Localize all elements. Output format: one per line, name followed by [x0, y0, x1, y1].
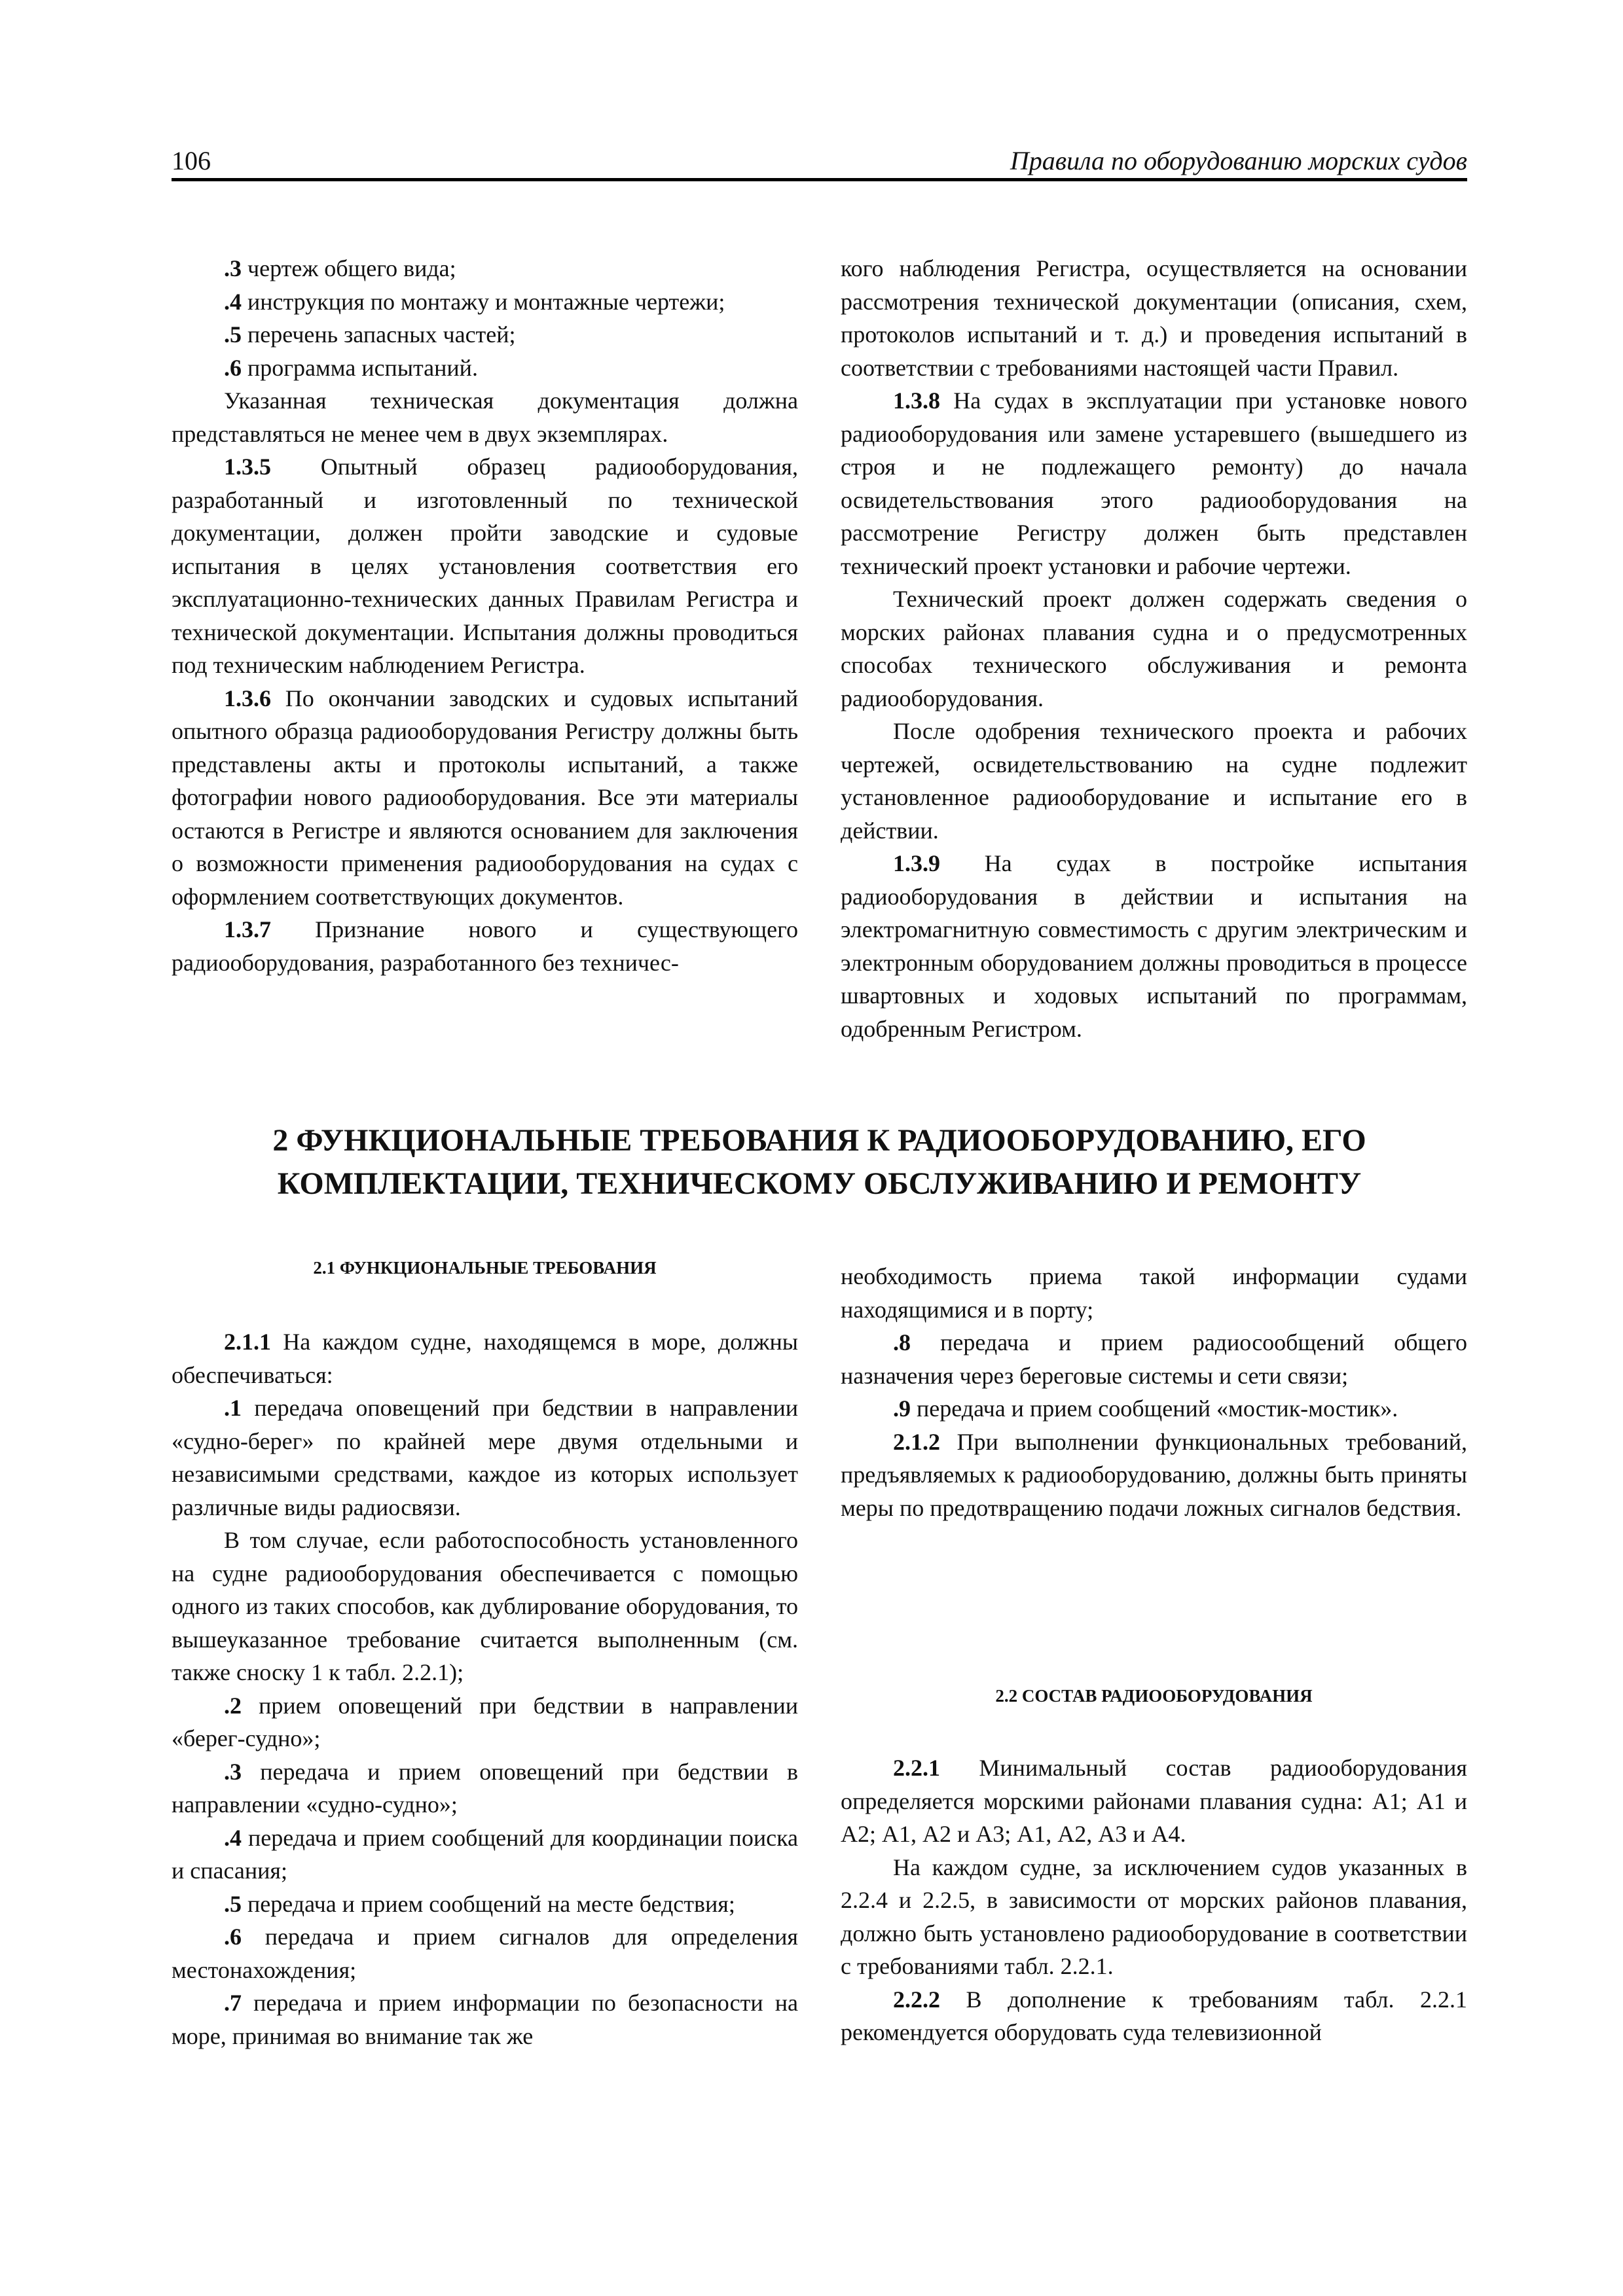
paragraph: [172, 1821, 798, 1888]
paragraph-text: передача и прием сообщений «мостик-мостик».: [911, 1395, 1398, 1422]
bottom-right-column-b: [841, 1751, 1467, 2049]
paragraph-text: На каждом судне, за исключением судов указанных в 2.2.4 и 2.2.5, в зависимости от морских районов плавания, должно быть установлено радиооборудование в соответствии с требованиями табл. 2.2.1.: [841, 1854, 1467, 1979]
paragraph-text: В дополнение к требованиям табл. 2.2.1 рекомендуется оборудовать суда телевизионной: [841, 1986, 1467, 2045]
paragraph: [841, 1260, 1467, 1326]
clause-number: .7: [224, 1990, 242, 2016]
top-right-column: [841, 252, 1467, 1045]
paragraph: [841, 1426, 1467, 1525]
paragraph: [172, 1524, 798, 1689]
paragraph: [172, 285, 798, 319]
clause-number: .2: [224, 1692, 242, 1719]
paragraph-text: Технический проект должен содержать сведения о морских районах плавания судна и о предусмотренных способах технического обслуживания и ремонта радиооборудования.: [841, 586, 1467, 711]
paragraph-text: В том случае, если работоспособность установленного на судне радиооборудования обеспечивается с помощью одного из таких способов, как дублирование оборудования, то вышеуказанное требование считается выполненным (см. также сноску 1 к табл. 2.2.1);: [172, 1527, 798, 1685]
paragraph-text: Минимальный состав радиооборудования определяется морскими районами плавания судна: А1; А1 и А2; А1, А2 и А3; А1, А2, А3 и А4.: [841, 1755, 1467, 1847]
bottom-right-column-a: [841, 1260, 1467, 1524]
paragraph: [841, 715, 1467, 847]
paragraph: [172, 1888, 798, 1921]
section-title-line-2: КОМПЛЕКТАЦИИ, ТЕХНИЧЕСКОМУ ОБСЛУЖИВАНИЮ И РЕМОНТУ: [277, 1166, 1362, 1201]
paragraph-text: инструкция по монтажу и монтажные чертежи;: [242, 288, 725, 315]
clause-number: 2.1.1: [224, 1329, 271, 1355]
paragraph: [172, 252, 798, 285]
paragraph: [172, 1920, 798, 1986]
header-rule: [172, 178, 1467, 181]
section-title: [172, 1119, 1467, 1206]
subsection-heading-2-2: 2.2 СОСТАВ РАДИООБОРУДОВАНИЯ: [995, 1686, 1313, 1706]
paragraph-text: чертеж общего вида;: [242, 255, 456, 281]
clause-number: .6: [224, 354, 242, 381]
paragraph: [841, 847, 1467, 1045]
paragraph-text: На судах в эксплуатации при установке нового радиооборудования или замене устаревшего (вышедшего из строя и не подлежащего ремонту) до начала освидетельствования этого радиооборудования на рассмотрение Регистру должен быть представлен технический проект установки и рабочие чертежи.: [841, 387, 1467, 579]
paragraph: [172, 351, 798, 385]
paragraph-text: При выполнении функциональных требований, предъявляемых к радиооборудованию, должны быть приняты меры по предотвращению подачи ложных сигналов бедствия.: [841, 1428, 1467, 1521]
running-title: Правила по оборудованию морских судов: [1010, 146, 1467, 175]
top-left-column: [172, 252, 798, 979]
paragraph: [841, 1326, 1467, 1392]
subsection-heading-2-1: 2.1 ФУНКЦИОНАЛЬНЫЕ ТРЕБОВАНИЯ: [313, 1258, 657, 1278]
paragraph-text: программа испытаний.: [242, 354, 478, 381]
paragraph-text: передача и прием сигналов для определения местонахождения;: [172, 1924, 798, 1983]
clause-number: .6: [224, 1924, 242, 1950]
paragraph-text: передача и прием сообщений на месте бедствия;: [242, 1890, 735, 1917]
paragraph-text: передача и прием оповещений при бедствии в направлении «судно-судно»;: [172, 1758, 798, 1818]
clause-number: 1.3.6: [224, 685, 271, 711]
paragraph-text: Опытный образец радиооборудования, разработанный и изготовленный по технической документации, должен пройти заводские и судовые испытания в целях установления соответствия его эксплуатационно-технических данных Правилам Регистра и технической документации. Испытания должны проводиться под техническим наблюдением Регистра.: [172, 454, 798, 678]
paragraph-text: передача и прием сообщений для координации поиска и спасания;: [172, 1824, 798, 1884]
paragraph: [841, 1851, 1467, 1983]
clause-number: .1: [224, 1395, 242, 1421]
paragraph: [172, 384, 798, 450]
paragraph-text: передача оповещений при бедствии в направлении «судно-берег» по крайней мере двумя отдельными и независимыми средствами, каждое из которых использует различные виды радиосвязи.: [172, 1395, 798, 1520]
paragraph-text: Признание нового и существующего радиооборудования, разработанного без техничес-: [172, 916, 798, 976]
paragraph: [172, 1391, 798, 1524]
clause-number: 1.3.8: [893, 387, 940, 414]
paragraph-text: На каждом судне, находящемся в море, должны обеспечиваться:: [172, 1329, 798, 1388]
clause-number: 1.3.5: [224, 454, 271, 480]
clause-number: .4: [224, 1824, 242, 1851]
paragraph: [172, 913, 798, 979]
clause-number: 2.2.1: [893, 1755, 940, 1781]
clause-number: 2.1.2: [893, 1428, 940, 1455]
clause-number: .3: [224, 255, 242, 281]
paragraph: [841, 1392, 1467, 1426]
paragraph-text: кого наблюдения Регистра, осуществляется на основании рассмотрения технической документации (описания, схем, протоколов испытаний и т. д.) и проведения испытаний в соответствии с требованиями настоящей части Правил.: [841, 255, 1467, 381]
paragraph: [172, 1689, 798, 1755]
paragraph: [841, 252, 1467, 384]
paragraph: [841, 583, 1467, 715]
bottom-left-column: [172, 1325, 798, 2053]
clause-number: .8: [893, 1329, 911, 1355]
clause-number: .9: [893, 1395, 911, 1422]
clause-number: .5: [224, 321, 242, 348]
paragraph: [172, 682, 798, 914]
clause-number: .5: [224, 1890, 242, 1917]
paragraph-text: Указанная техническая документация должна представляться не менее чем в двух экземплярах.: [172, 387, 798, 447]
paragraph-text: На судах в постройке испытания радиооборудования в действии и испытания на электромагнитную совместимость с другим электрическим и электронным оборудованием должны проводиться в процессе швартовных и ходовых испытаний по программам, одобренным Регистром.: [841, 850, 1467, 1042]
clause-number: .3: [224, 1758, 242, 1785]
paragraph-text: перечень запасных частей;: [242, 321, 516, 348]
paragraph-text: После одобрения технического проекта и рабочих чертежей, освидетельствованию на судне подлежит установленное радиооборудование и испытание его в действии.: [841, 718, 1467, 844]
paragraph: [841, 1751, 1467, 1851]
clause-number: 1.3.9: [893, 850, 940, 876]
paragraph-text: прием оповещений при бедствии в направлении «берег-судно»;: [172, 1692, 798, 1751]
paragraph: [172, 1755, 798, 1821]
paragraph-text: По окончании заводских и судовых испытаний опытного образца радиооборудования Регистру должны быть представлены акты и протоколы испытаний, а также фотографии нового радиооборудования. Все эти материалы остаются в Регистре и являются основанием для заключения о возможности применения радиооборудования на судах с оформлением соответствующих документов.: [172, 685, 798, 910]
paragraph-text: передача и прием информации по безопасности на море, принимая во внимание так же: [172, 1990, 798, 2049]
section-title-line-1: 2 ФУНКЦИОНАЛЬНЫЕ ТРЕБОВАНИЯ К РАДИООБОРУДОВАНИЮ, ЕГО: [272, 1123, 1366, 1158]
page-number: 106: [172, 146, 211, 175]
paragraph: [841, 1983, 1467, 2049]
paragraph-text: передача и прием радиосообщений общего назначения через береговые системы и сети связи;: [841, 1329, 1467, 1389]
paragraph: [172, 318, 798, 351]
paragraph: [172, 1325, 798, 1391]
clause-number: 2.2.2: [893, 1986, 940, 2013]
clause-number: 1.3.7: [224, 916, 271, 942]
paragraph: [172, 1986, 798, 2053]
clause-number: .4: [224, 288, 242, 315]
paragraph-text: необходимость приема такой информации судами находящимися и в порту;: [841, 1263, 1467, 1323]
paragraph: [841, 384, 1467, 583]
paragraph: [172, 450, 798, 682]
